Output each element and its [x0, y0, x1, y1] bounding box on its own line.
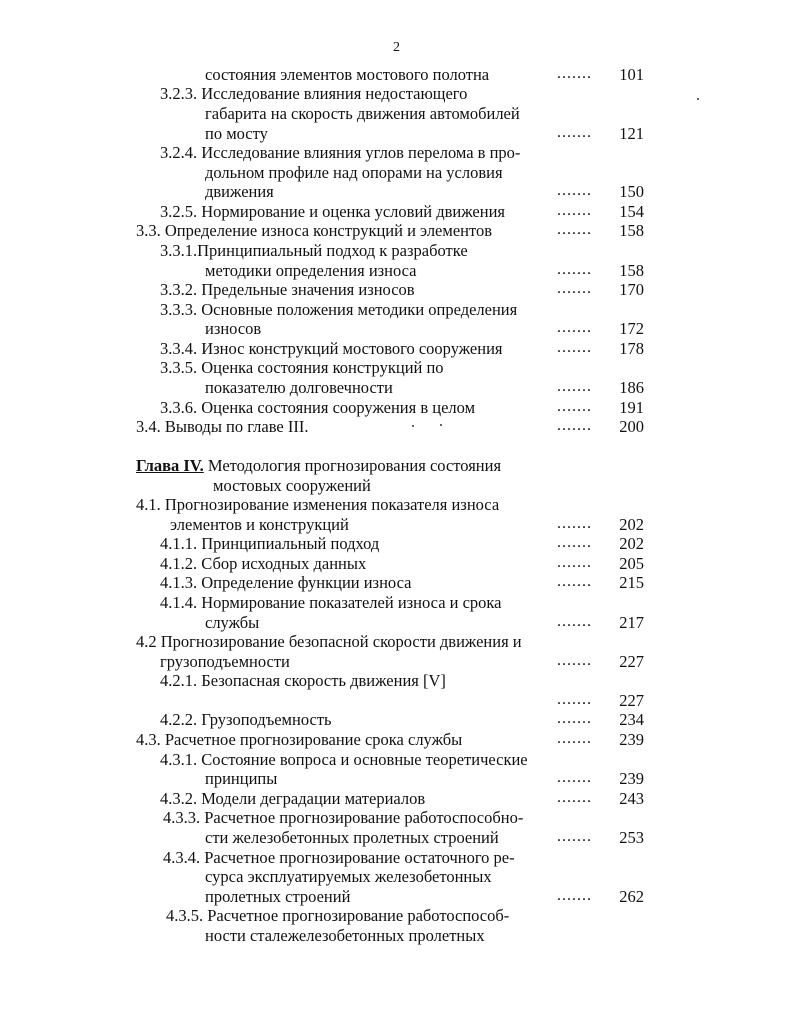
leader-dots: ....... [557, 887, 592, 904]
leader-dots: ....... [557, 378, 592, 395]
page-ref: 227 [619, 652, 644, 671]
toc-line: 3.3.2. Предельные значения износов [160, 280, 415, 299]
toc-line: по мосту [205, 124, 268, 143]
leader-dots: ....... [557, 339, 592, 356]
page-ref: 121 [619, 124, 644, 143]
leader-dots: ....... [557, 710, 592, 727]
page-ref: 243 [619, 789, 644, 808]
page-ref: 217 [619, 613, 644, 632]
leader-dots: ....... [557, 221, 592, 238]
toc-line: 4.3.2. Модели деградации материалов [160, 789, 426, 808]
toc-line: показателю долговечности [205, 378, 393, 397]
toc-line: сурса эксплуатируемых железобетонных [205, 867, 492, 886]
leader-dots: ....... [557, 789, 592, 806]
toc-line: 4.2.2. Грузоподъемность [160, 710, 332, 729]
page-ref: 154 [619, 202, 644, 221]
leader-dots: ....... [557, 613, 592, 630]
leader-dots: ....... [557, 554, 592, 571]
toc-line: ности сталежелезобетонных пролетных [205, 926, 485, 945]
toc-line: 3.3.1.Принципиальный подход к разработке [160, 241, 468, 260]
leader-dots: ....... [557, 534, 592, 551]
page-ref: 186 [619, 378, 644, 397]
page-ref: 202 [619, 515, 644, 534]
page-ref: 202 [619, 534, 644, 553]
leader-dots: ....... [557, 652, 592, 669]
page-ref: 234 [619, 710, 644, 729]
toc-line: габарита на скорость движения автомобилей [205, 104, 520, 123]
scan-speck [440, 424, 442, 426]
page-ref: 172 [619, 319, 644, 338]
page-ref: 101 [619, 65, 644, 84]
toc-line: 3.3.4. Износ конструкций мостового сооружения [160, 339, 503, 358]
toc-line: 4.1.1. Принципиальный подход [160, 534, 380, 553]
page-ref: 191 [619, 398, 644, 417]
toc-line: 4.3.3. Расчетное прогнозирование работоспособно- [163, 808, 524, 827]
leader-dots: ....... [557, 828, 592, 845]
toc-line: 4.1. Прогнозирование изменения показателя износа [136, 495, 500, 514]
toc-line: износов [205, 319, 262, 338]
toc-line: дольном профиле над опорами на условия [205, 163, 503, 182]
page-ref: 158 [619, 261, 644, 280]
toc-line: 3.3.5. Оценка состояния конструкций по [160, 358, 444, 377]
page-ref: 227 [619, 691, 644, 710]
leader-dots: ....... [557, 730, 592, 747]
toc-line: 3.2.3. Исследование влияния недостающего [160, 84, 468, 103]
page-ref: 178 [619, 339, 644, 358]
page-ref: 239 [619, 730, 644, 749]
leader-dots: ....... [557, 515, 592, 532]
leader-dots: ....... [557, 261, 592, 278]
leader-dots: ....... [557, 417, 592, 434]
toc-line: 3.3.3. Основные положения методики определения [160, 300, 518, 319]
toc-line: 3.2.4. Исследование влияния углов перелома в про- [160, 143, 521, 162]
leader-dots: ....... [557, 769, 592, 786]
leader-dots: ....... [557, 124, 592, 141]
page-ref: 253 [619, 828, 644, 847]
chapter-title: Методология прогнозирования состояния [207, 456, 502, 475]
leader-dots: ....... [557, 182, 592, 199]
toc-line: 3.3. Определение износа конструкций и элементов [136, 221, 493, 240]
toc-line: 4.1.3. Определение функции износа [160, 573, 412, 592]
scan-speck [697, 98, 699, 100]
toc-line: пролетных строений [205, 887, 351, 906]
toc-line: 4.3.5. Расчетное прогнозирование работоспособ- [166, 906, 510, 925]
leader-dots: ....... [557, 319, 592, 336]
leader-dots: ....... [557, 691, 592, 708]
toc-line: 4.3.1. Состояние вопроса и основные теоретические [160, 750, 528, 769]
leader-dots: ....... [557, 202, 592, 219]
page-ref: 200 [619, 417, 644, 436]
leader-dots: ....... [557, 65, 592, 82]
chapter-label: Глава IV. [136, 456, 204, 475]
scan-speck [412, 425, 414, 427]
toc-line: службы [205, 613, 260, 632]
toc-line: элементов и конструкций [170, 515, 349, 534]
toc-line: методики определения износа [205, 261, 417, 280]
page-ref: 205 [619, 554, 644, 573]
toc-line: 4.3.4. Расчетное прогнозирование остаточного ре- [163, 848, 515, 867]
toc-line: 4.3. Расчетное прогнозирование срока службы [136, 730, 463, 749]
page-ref: 170 [619, 280, 644, 299]
leader-dots: ....... [557, 573, 592, 590]
toc-line: состояния элементов мостового полотна [205, 65, 490, 84]
chapter-heading [136, 456, 501, 475]
toc-line: мостовых сооружений [213, 476, 371, 495]
page-ref: 262 [619, 887, 644, 906]
page-ref: 215 [619, 573, 644, 592]
toc-line: 3.4. Выводы по главе III. [136, 417, 309, 436]
page-ref: 239 [619, 769, 644, 788]
leader-dots: ....... [557, 280, 592, 297]
page-number: 2 [393, 40, 400, 55]
toc-line: 3.3.6. Оценка состояния сооружения в целом [160, 398, 476, 417]
page-ref: 158 [619, 221, 644, 240]
toc-line: 3.2.5. Нормирование и оценка условий движения [160, 202, 506, 221]
toc-line: грузоподъемности [160, 652, 290, 671]
toc-line: 4.1.2. Сбор исходных данных [160, 554, 367, 573]
page-ref: 150 [619, 182, 644, 201]
leader-dots: ....... [557, 398, 592, 415]
toc-line: сти железобетонных пролетных строений [205, 828, 499, 847]
toc-line: движения [205, 182, 274, 201]
toc-line: 4.2.1. Безопасная скорость движения [V] [160, 671, 446, 690]
toc-line: 4.2 Прогнозирование безопасной скорости движения и [136, 632, 522, 651]
toc-line: принципы [205, 769, 278, 788]
toc-line: 4.1.4. Нормирование показателей износа и срока [160, 593, 502, 612]
